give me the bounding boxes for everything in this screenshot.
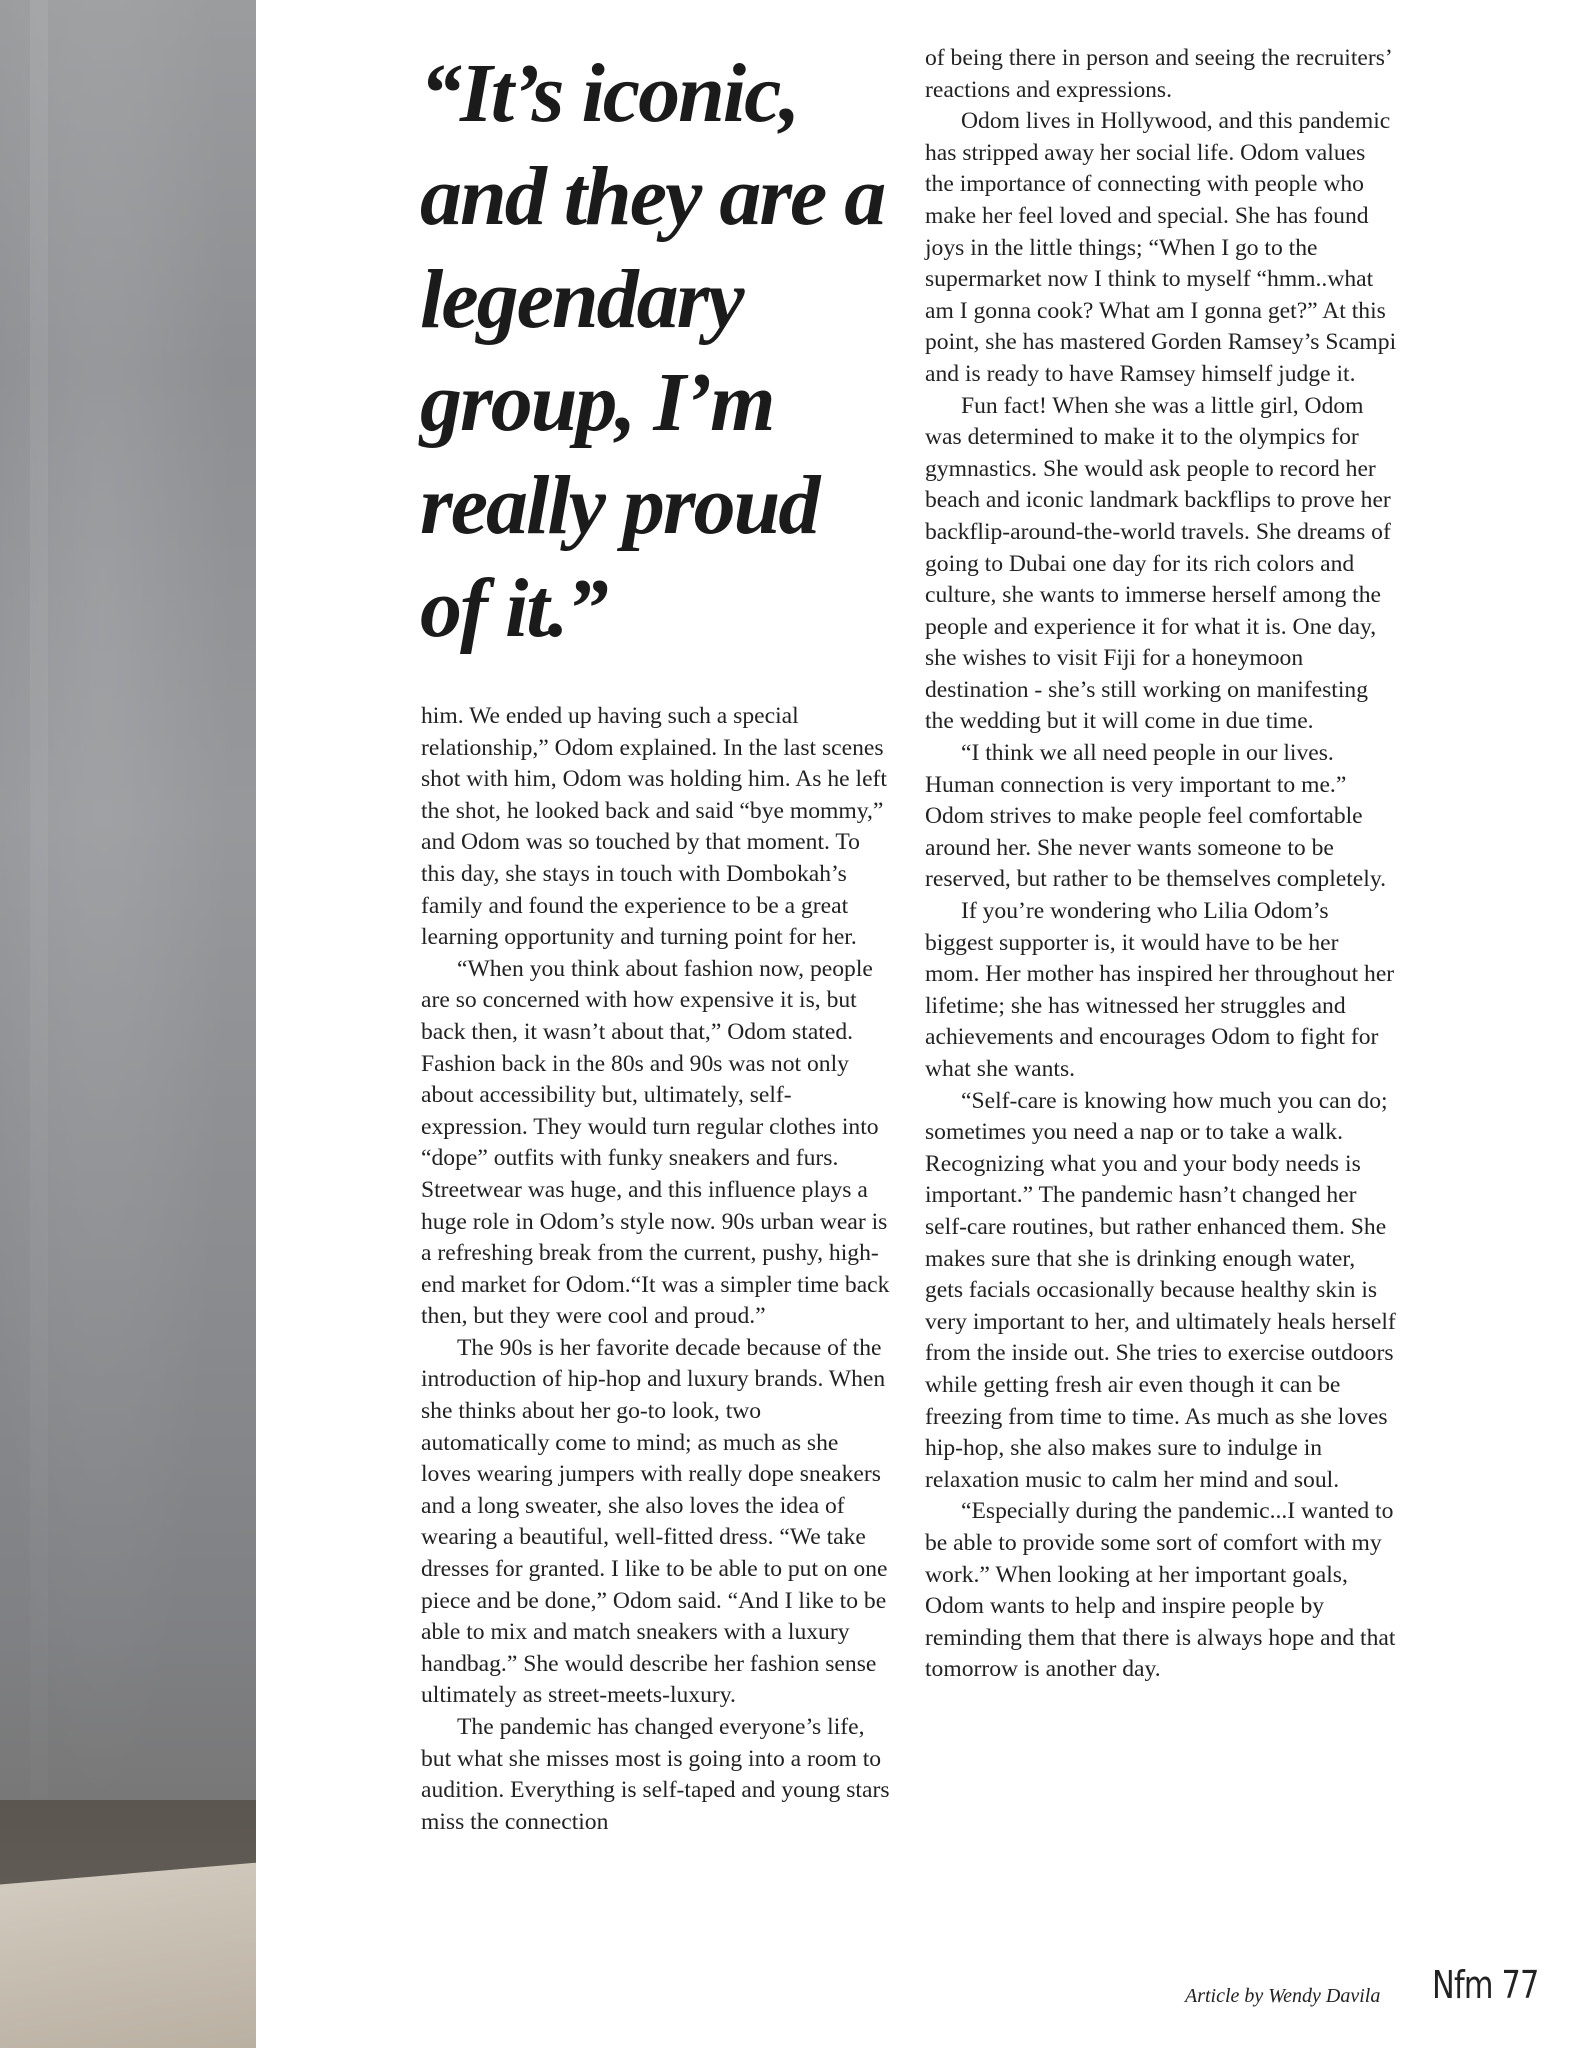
- paragraph: If you’re wondering who Lilia Odom’s biggest supporter is, it would have to be her mom. Her mother has inspired her throughout her lifetime; she has witnessed her struggles and achievements and encourages Odom to fight for what she wants.: [925, 898, 1395, 1082]
- paragraph: him. We ended up having such a special relationship,” Odom explained. In the last scenes shot with him, Odom was holding him. As he left the shot, he looked back and said “bye mommy,” and Odom was so touched by that moment. To this day, she stays in touch with Dombokah’s family and found the experience to be a great learning opportunity and turning point for her.: [421, 703, 887, 951]
- paragraph: of being there in person and seeing the recruiters’ reactions and expressions.: [925, 45, 1392, 103]
- paragraph: Odom lives in Hollywood, and this pandemic has stripped away her social life. Odom values the importance of connecting with people who make her feel loved and special. She has found joys in the little things; “When I go to the supermarket now I think to myself “hmm..what am I gonna cook? What am I gonna get?” At this point, she has mastered Gorden Ramsey’s Scampi and is ready to have Ramsey himself judge it.: [925, 108, 1397, 387]
- paragraph: The 90s is her favorite decade because of the introduction of hip-hop and luxury brands. When she thinks about her go-to look, two automatically come to mind; as much as she loves wearing jumpers with really dope sneakers and a long sweater, she also loves the idea of wearing a beautiful, well-fitted dress. “We take dresses for granted. I like to be able to put on one piece and be done,” Odom said. “And I like to be able to mix and match sneakers with a luxury handbag.” She would describe her fashion sense ultimately as street-meets-luxury.: [421, 1334, 888, 1709]
- concrete-wall-texture: [30, 0, 48, 1800]
- paragraph: “I think we all need people in our lives. Human connection is very important to me.” Odom strives to make people feel comfortable around her. She never wants someone to be reserved, but rather to be themselves completely.: [925, 740, 1386, 893]
- article-byline: Article by Wendy Davila: [1185, 1985, 1381, 2007]
- paragraph: “When you think about fashion now, people are so concerned with how expensive it is, but back then, it wasn’t about that,” Odom stated. Fashion back in the 80s and 90s was not only about accessibility but, ultimately, self-expression. They would turn regular clothes into “dope” outfits with funky sneakers and furs. Streetwear was huge, and this influence plays a huge role in Odom’s style now. 90s urban wear is a refreshing break from the current, pushy, high-end market for Odom.“It was a simpler time back then, but they were cool and proud.”: [421, 955, 890, 1330]
- pull-quote: “It’s iconic, and they are a legendary group, I’m really proud of it.”: [420, 47, 885, 655]
- paragraph: “Especially during the pandemic...I wanted to be able to provide some sort of comfort with my work.” When looking at her important goals, Odom wants to help and inspire people by reminding them that there is always hope and that tomorrow is another day.: [925, 1498, 1396, 1683]
- article-column-right: [925, 43, 1397, 1686]
- paragraph: “Self-care is knowing how much you can do; sometimes you need a nap or to take a walk. Recognizing what you and your body needs is important.” The pandemic hasn’t changed her self-care routines, but rather enhanced them. She makes sure that she is drinking enough water, gets facials occasionally because healthy skin is very important to her, and ultimately heals herself from the inside out. She tries to exercise outdoors while getting fresh air even though it can be freezing from time to time. As much as she loves hip-hop, she also makes sure to indulge in relaxation music to calm her mind and soul.: [925, 1087, 1396, 1493]
- paragraph: The pandemic has changed everyone’s life, but what she misses most is going into a room to audition. Everything is self-taped and young stars miss the connection: [421, 1714, 890, 1835]
- cover-photo-strip: [0, 0, 256, 2048]
- paragraph: Fun fact! When she was a little girl, Odom was determined to make it to the olympics for gymnastics. She would ask people to record her beach and iconic landmark backflips to prove her backflip-around-the-world travels. She dreams of going to Dubai one day for its rich colors and culture, she wants to immerse herself among the people and experience it for what it is. One day, she wishes to visit Fiji for a honeymoon destination - she’s still working on manifesting the wedding but it will come in due time.: [925, 392, 1391, 735]
- page-folio: Nfm 77: [1432, 1963, 1539, 2007]
- article-column-left: [421, 701, 891, 1838]
